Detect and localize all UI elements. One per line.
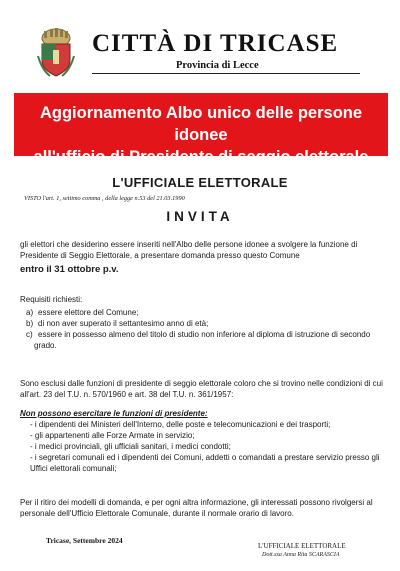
title-banner	[14, 93, 388, 166]
city-crest-icon	[36, 26, 76, 78]
requirement-item: c) essere in possesso almeno del titolo di studio non inferiore al diploma di istruzione di secondo grado.	[26, 330, 371, 350]
non-possono-list	[20, 419, 384, 474]
officer-heading: L'UFFICIALE ELETTORALE	[112, 175, 288, 190]
list-item: - i medici provinciali, gli ufficiali sanitari, i medici condotti;	[30, 442, 231, 451]
intro-paragraph: gli elettori che desiderino essere inseriti nell'Albo delle persone idonee a svolgere la funzione di Presidente di Seggio Elettorale, a presentare domanda presso questo Comune	[20, 240, 358, 260]
list-item: - gli appartenenti alle Forze Armate in servizio;	[30, 431, 195, 440]
list-item: - i dipendenti dei Ministeri dell'Interno, delle poste e telecomunicazioni e dei trasporti;	[30, 420, 331, 429]
final-paragraph: Per il ritiro dei modelli di domanda, e per ogni altra informazione, gli interessati possono rivolgersi al personale dell'Ufficio Elettorale Comunale, durante il normale orario di lavoro.	[20, 498, 373, 518]
signature-name: Dott.ssa Anna Rita SCARASCIA	[262, 552, 340, 558]
banner-line-1: Aggiornamento Albo unico delle persone idonee	[39, 104, 363, 144]
city-title: CITTÀ DI TRICASE	[92, 30, 339, 57]
document-date: Tricase, Settembre 2024	[46, 536, 123, 545]
province-subtitle: Provincia di Lecce	[176, 60, 259, 71]
exclusions-paragraph: Sono esclusi dalle funzioni di presidente di seggio elettorale coloro che si trovino nelle condizioni di cui all'art. 23 del T.U. n. 570/1960 e art. 38 del T.U. n. 361/1957:	[20, 379, 383, 399]
deadline-text: entro il 31 ottobre p.v.	[20, 264, 119, 275]
legal-reference: VISTO l'art. 1, settimo comma , della legge n.53 del 21.03.1990	[24, 195, 185, 202]
requirement-item: b) di non aver superato il settantesimo anno di età;	[26, 319, 209, 328]
requirement-item: a) essere elettore del Comune;	[26, 308, 139, 317]
requirements-title: Requisiti richiesti:	[20, 295, 83, 304]
list-item: - i segretari comunali ed i dipendenti dei Comuni, addetti o comandati a prestare servizio presso gli Uffici elettorali comunali;	[30, 453, 380, 473]
invita-heading: INVITA	[166, 209, 234, 224]
requirements-section	[20, 294, 384, 351]
header-divider	[92, 73, 360, 74]
signature-title: L'UFFICIALE ELETTORALE	[258, 542, 346, 550]
non-possono-title: Non possono esercitare le funzioni di presidente:	[20, 409, 208, 418]
banner-line-2: all'ufficio di Presidente di seggio elettorale	[33, 148, 369, 166]
